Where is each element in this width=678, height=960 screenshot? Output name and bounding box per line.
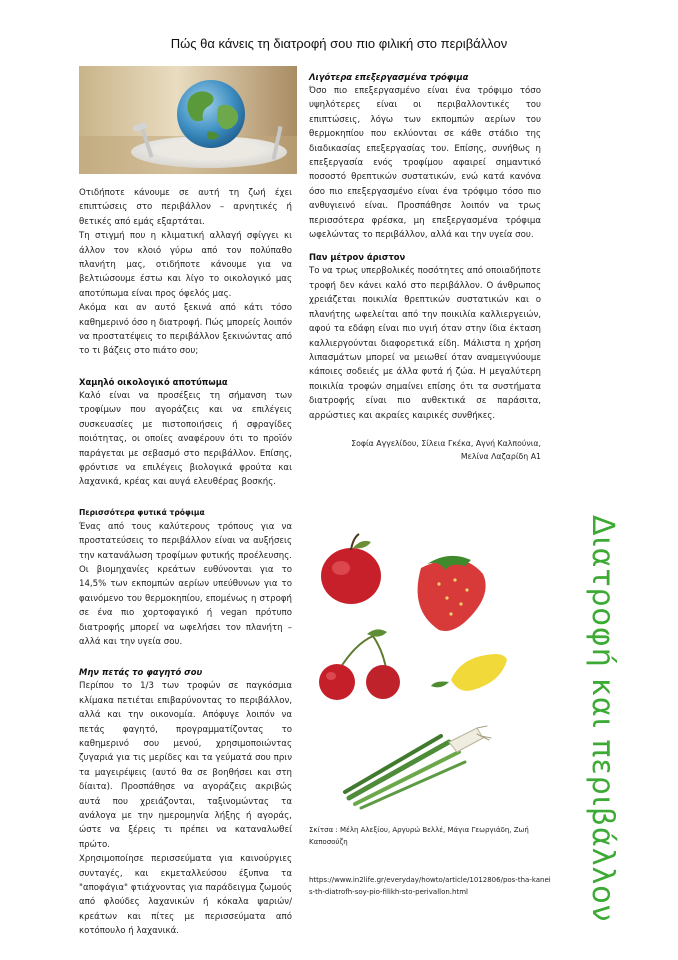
side-title: Διατροφή και περιβάλλον: [585, 515, 620, 923]
earth-plate-photo: [79, 66, 297, 174]
section-text: Όσο πιο επεξεργασμένο είναι ένα τρόφιμο τόσο υψηλότερες είναι οι περιβαλλοντικές του επιπτώσεις, λόγω των εκπομπών αερίων του θερμοκηπίου που εκλύονται σε κάθε στάδιο της διαδικασίας επεξεργασίας του. Επίσης, συνήθως η επεξεργασία ενός τροφίμου αφαιρεί σημαντικό ποσοστό θρεπτικών συστατικών, ενώ κατά κανόνα όσο πιο επεξεργασμένο είναι ένα τρόφιμο τόσο πιο ανθυγιεινό είναι. Προσπάθησε λοιπόν να τρως περισσότερα φρέσκα, μη επεξεργασμένα τρόφιμα ωφελώντας το περιβάλλον, αλλά και την υγεία σου.: [309, 86, 541, 241]
intro-paragraph: Οτιδήποτε κάνουμε σε αυτή τη ζωή έχει επιπτώσεις στο περιβάλλον – αρνητικές ή θετικές από εμάς εξαρτάται.: [79, 188, 292, 227]
fruit-sketches: [309, 530, 539, 820]
intro-paragraph: Ακόμα και αν αυτό ξεκινά από κάτι τόσο καθημερινό όσο η διατροφή. Πώς μπορείς λοιπόν να προστατέψεις το περιβάλλον ξεκινώντας από το τι βάζεις στο πιάτο σου;: [79, 303, 292, 357]
section-heading: Λιγότερα επεξεργασμένα τρόφιμα: [309, 72, 469, 82]
lemon-sketch: [431, 654, 507, 691]
middle-column: [309, 70, 541, 463]
cherries-sketch: [319, 629, 400, 700]
apple-sketch: [321, 534, 381, 604]
section-heading: Περισσότερα φυτικά τρόφιμα: [79, 507, 205, 517]
authors-line: Μελίνα Λαζαρίδη Α1: [460, 451, 541, 461]
section-heading: Χαμηλό οικολογικό αποτύπωμα: [79, 376, 228, 387]
spring-onions-sketch: [345, 726, 491, 808]
intro-paragraph: Τη στιγμή που η κλιματική αλλαγή σφίγγει κι άλλον τον κλοιό γύρω από τον πολύπαθο πλανήτη μας, οτιδήποτε κάνουμε για να βελτιώσουμε έστω και λίγο το οικολογικό μας αποτύπωμα είναι προς όφελός μας.: [79, 231, 292, 299]
section-text: Το να τρως υπερβολικές ποσότητες από οποιαδήποτε τροφή δεν κάνει καλό στο περιβάλλον. Ο άνθρωπος χρειάζεται ποικιλία θρεπτικών συστατικών και ο πλανήτης ωφελείται από την ποικιλία καλλιεργειών, αφού τα εδάφη είναι πιο υγιή όταν στην ίδια έκταση καλλιεργούνται διαφορετικά είδη. Μάλιστα η χρήση λιπασμάτων μπορεί να μειωθεί όταν αναμειγνύουμε κάποιες σοδειές με άλλα φυτά ή ζώα. Η μεγαλύτερη ποικιλία τροφών σημαίνει επίσης ότι τα συστήματα διατροφής είναι πιο ανθεκτικά σε παράσιτα, αρρώστιες και ακραίες καιρικές συνθήκες.: [309, 266, 541, 421]
authors: [309, 437, 541, 463]
strawberry-sketch: [418, 556, 486, 631]
section-text: Χρησιμοποίησε περισσεύματα για καινούργιες συνταγές, και εκμεταλλεύσου έξυπνα τα "αποφάγια" φτιάχνοντας για παράδειγμα ζωμούς από φλούδες λαχανικών ή κόκαλα ψαριών/κρεάτων και πίτες με περισσεύματα από κοτόπουλο ή λαχανικά.: [79, 854, 292, 937]
illustration-caption: Σκίτσα : Μέλη Αλεξίου, Αργυρώ Βελλέ, Μάγια Γεωργιάδη, Ζωή Καποσούζη: [309, 826, 529, 846]
authors-line: Σοφία Αγγελίδου, Σίλεια Γκέκα, Αγνή Καλπούνια,: [351, 438, 541, 448]
section-text: Καλό είναι να προσέξεις τη σήμανση των τροφίμων που αγοράζεις και να επιλέγεις συσκευασίες με πιστοποιήσεις ή σφραγίδες ποιότητας, οι οποίες αναφέρουν ότι το προϊόν παράγεται με σεβασμό στο περιβάλλον. Επίσης, φρόντισε να επιλέγεις βιολογικά φρούτα και λαχανικά, κρέας και αυγά ελευθέρας βοσκής.: [79, 390, 292, 488]
section-heading: Παν μέτρον άριστον: [309, 252, 406, 263]
source-link[interactable]: https://www.in2life.gr/everyday/howto/article/1012806/pos-tha-kaneis-th-diatrofh-soy-pio-filikh-sto-perivallon.html: [309, 876, 551, 896]
left-column: [79, 186, 292, 939]
section-text: Ένας από τους καλύτερους τρόπους για να προστατεύσεις το περιβάλλον είναι να αυξήσεις την κατανάλωση τροφίμων φυτικής προέλευσης. Οι βιομηχανίες κρεάτων ευθύνονται για το 14,5% των εκπομπών αερίων υπεύθυνων για το φαινόμενο του θερμοκηπίου, επομένως η στροφή σε ένα πιο χορτοφαγικό ή vegan πρότυπο διατροφής μπορεί να ωφελήσει τον πλανήτη – αλλά και την υγεία σου.: [79, 521, 292, 647]
section-heading: Μην πετάς το φαγητό σου: [79, 667, 203, 678]
page-title: Πώς θα κάνεις τη διατροφή σου πιο φιλική στο περιβάλλον: [170, 36, 508, 51]
section-text: Περίπου το 1/3 των τροφών σε παγκόσμια κλίμακα πετιέται επιβαρύνοντας το περιβάλλον, αλλά και την οικονομία. Απόφυγε λοιπόν να πετάς φαγητό, προγραμματίζοντας το καθημερινό σου μενού, χρησιμοποιώντας ζυγαριά για τις μερίδες και τα γεύματά σου πριν τα μαγειρέψεις (αυτό θα σε βοηθήσει και στη δίαιτα). Προσπάθησε να αγοράζεις ακριβώς αυτά που χρειάζονται, ταξινομώντας τα ανάλογα με την ημερομηνία λήξης ή αγοράς, ώστε να ξέρεις τι πρέπει να καταναλωθεί πρώτο.: [79, 681, 292, 850]
